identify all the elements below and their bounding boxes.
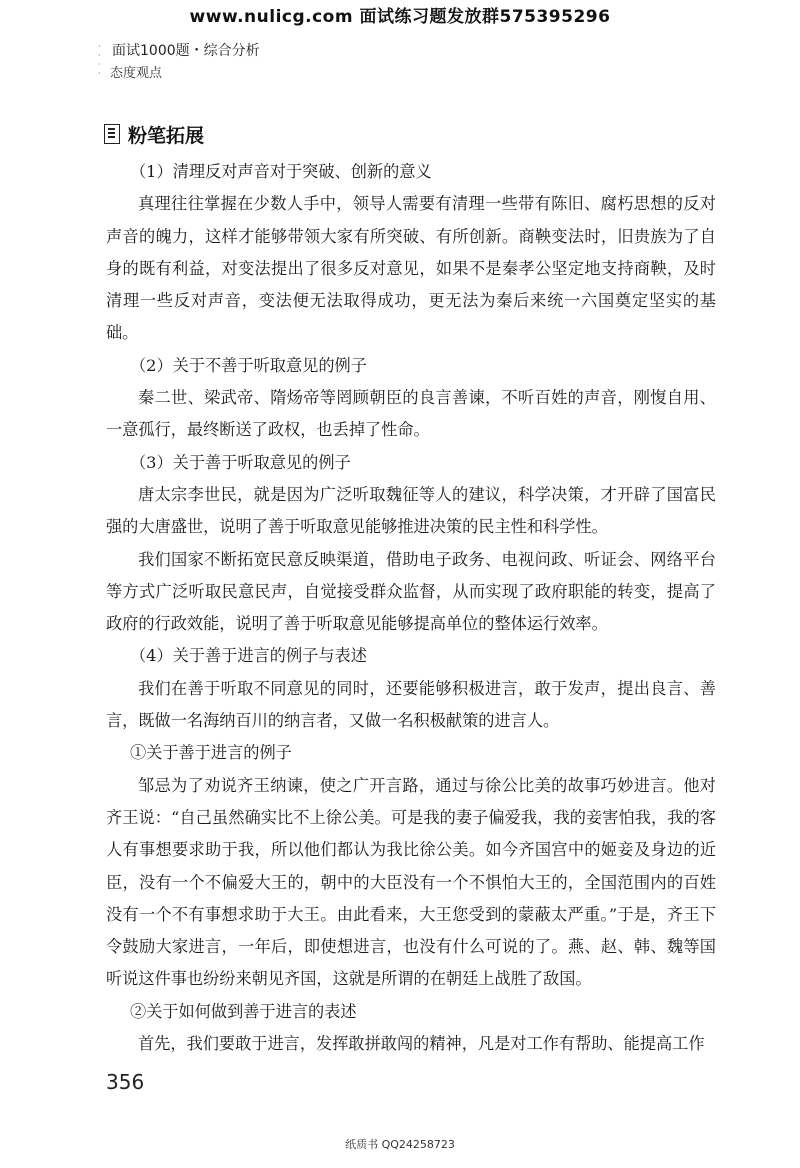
paragraph: 首先，我们要敢于进言，发挥敢拼敢闯的精神，凡是对工作有帮助、能提高工作 — [138, 1034, 705, 1054]
subheading: （4）关于善于进言的例子与表述 — [130, 646, 367, 666]
paragraph: 我们在善于听取不同意见的同时，还要能够积极进言，敢于发声，提出良言、善言，既做一名海纳百川的纳言者，又做一名积极献策的进言人。 — [106, 678, 716, 731]
paragraph: 邹忌为了劝说齐王纳谏，使之广开言路，通过与徐公比美的故事巧妙进言。他对齐王说：“自己虽然确实比不上徐公美。可是我的妻子偏爱我，我的妾害怕我，我的客人有事想要求助于我，所以他们都认为我比徐公美。如今齐国宫中的姬妾及身边的近臣，没有一个不偏爱大王的，朝中的大臣没有一个不惧怕大王的，全国范围内的百姓没有一个不有事想求助于大王。由此看来，大王您受到的蒙蔽太严重。”于是，齐王下令鼓励大家进言，一年后，即使想进言，也没有什么可说的了。燕、赵、韩、魏等国听说这件事也纷纷来朝见齐国，这就是所谓的在朝廷上战胜了敌国。 — [106, 775, 716, 989]
paragraph: 我们国家不断拓宽民意反映渠道，借助电子政务、电视问政、听证会、网络平台等方式广泛听取民意民声，自觉接受群众监督，从而实现了政府职能的转变，提高了政府的行政效能，说明了善于听取意见能够提高单位的整体运行效率。 — [106, 549, 716, 634]
watermark-banner: www.nulicg.com 面试练习题发放群575395296 — [189, 7, 611, 27]
footer-note: 纸质书 QQ24258723 — [345, 1138, 455, 1151]
subheading: （2）关于不善于听取意见的例子 — [130, 355, 367, 375]
paragraph: 唐太宗李世民，就是因为广泛听取魏征等人的建议，科学决策，才开辟了国富民强的大唐盛世，说明了善于听取意见能够推进决策的民主性和科学性。 — [106, 484, 716, 537]
page-number: 356 — [106, 1070, 145, 1094]
subheading: （1）清理反对声音对于突破、创新的意义 — [130, 162, 432, 181]
notebook-icon — [104, 124, 120, 144]
article-body — [106, 156, 716, 1060]
paragraph: 真理往往掌握在少数人手中，领导人需要有清理一些带有陈旧、腐朽思想的反对声音的魄力，这样才能够带领大家有所突破、有所创新。商鞅变法时，旧贵族为了自身的既有利益，对变法提出了很多反对意见，如果不是秦孝公坚定地支持商鞅，及时清理一些反对声音，变法便无法取得成功，更无法为秦后来统一六国奠定坚实的基础。 — [106, 194, 716, 343]
book-title: 面试1000题・综合分析 — [112, 43, 260, 59]
subheading: （3）关于善于听取意见的例子 — [130, 452, 351, 472]
paragraph: 秦二世、梁武帝、隋炀帝等罔顾朝臣的良言善谏，不听百姓的声音，刚愎自用、一意孤行，最终断送了政权，也丢掉了性命。 — [106, 388, 716, 440]
binding-marks: · · · · — [98, 42, 101, 78]
section-heading — [104, 120, 204, 148]
section-title: 粉笔拓展 — [128, 124, 205, 147]
subheading: ①关于善于进言的例子 — [130, 743, 292, 763]
subheading: ②关于如何做到善于进言的表述 — [130, 1001, 357, 1021]
chapter-subtitle: 态度观点 — [110, 66, 163, 81]
